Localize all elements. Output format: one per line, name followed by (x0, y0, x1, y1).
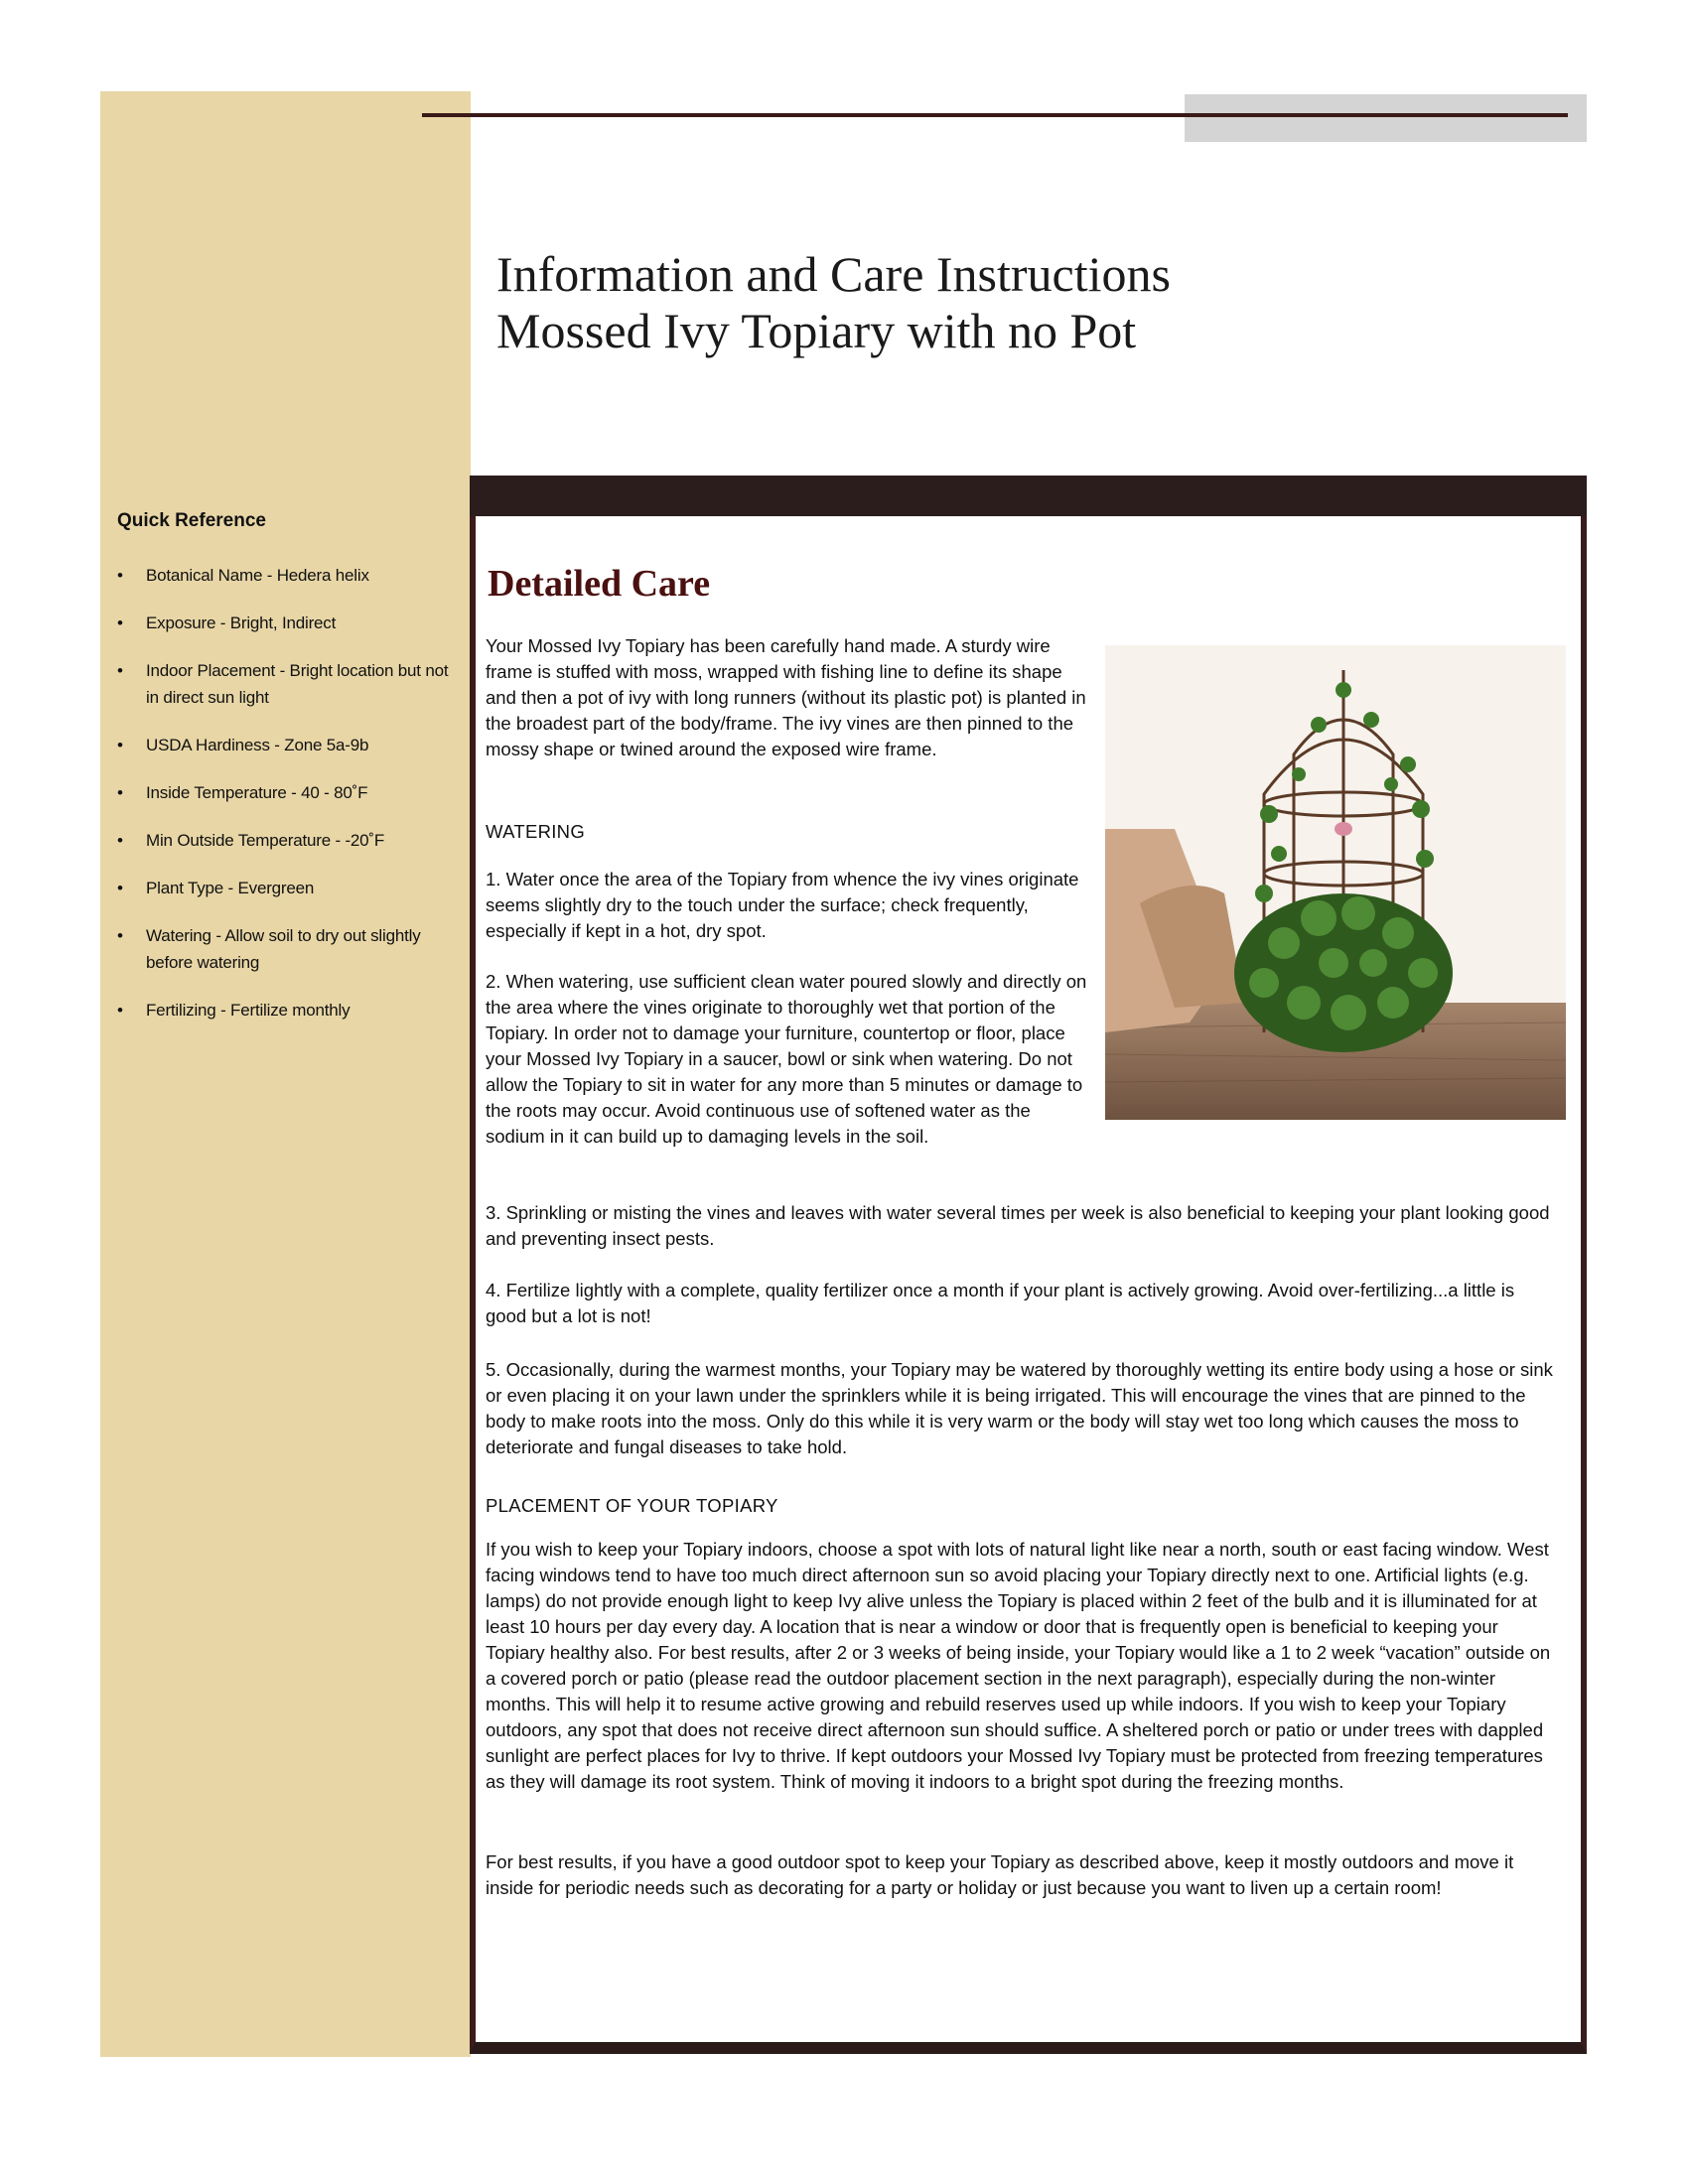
qr-item-indoor-placement: • Indoor Placement - Bright location but not in direct sun light (117, 657, 455, 711)
bullet: • (117, 926, 123, 945)
qr-item-plant-type: • Plant Type - Evergreen (117, 875, 455, 901)
quick-reference-list (117, 562, 455, 1044)
bullet: • (117, 831, 123, 850)
bullet: • (117, 879, 123, 897)
page-title (496, 246, 1539, 359)
topiary-photo (1105, 645, 1566, 1120)
qr-item-min-outside-temperature: • Min Outside Temperature - -20˚F (117, 827, 455, 854)
bullet: • (117, 661, 123, 680)
topiary-illustration (1105, 645, 1566, 1120)
detailed-care-heading: Detailed Care (488, 563, 711, 605)
bird-figurine (1335, 822, 1352, 836)
placement-paragraph-1: If you wish to keep your Topiary indoors, choose a spot with lots of natural light like near a north, south or east facing window. West facing windows tend to have too much direct afternoon sun so avoid placing your Topiary directly next to one. Artificial lights (e.g. lamps) do not provide enough light to keep Ivy alive unless the Topiary is placed within 2 feet of the bulb and it is illuminated for at least 10 hours per day every day. A location that is near a window or door that is frequently open is beneficial to keeping your Topiary healthy also. For best results, after 2 or 3 weeks of being inside, your Topiary would like a 1 to 2 week “vacation” outside on a covered porch or patio (please read the outdoor placement section in the next paragraph), especially during the non-winter months. This will help it to resume active growing and rebuild reserves used up while indoors. If you wish to keep your Topiary outdoors, any spot that does not receive direct afternoon sun should suffice. A sheltered porch or patio or under trees with dappled sunlight are perfect places for Ivy to thrive. If kept outdoors your Mossed Ivy Topiary must be protected from freezing temperatures as they will damage its root system. Think of moving it indoors to a bright spot during the freezing months. (486, 1539, 1551, 1792)
bullet: • (117, 736, 123, 754)
qr-item-botanical-name: • Botanical Name - Hedera helix (117, 562, 455, 589)
qr-item-watering: • Watering - Allow soil to dry out slightly before watering (117, 922, 455, 976)
intro-paragraph: Your Mossed Ivy Topiary has been carefully hand made. A sturdy wire frame is stuffed with moss, wrapped with fishing line to define its shape and then a pot of ivy with long runners (without its plastic pot) is planted in the broadest part of the body/frame. The ivy vines are then pinned to the mossy shape or twined around the exposed wire frame. (486, 635, 1086, 759)
title-line-2: Mossed Ivy Topiary with no Pot (496, 303, 1137, 358)
watering-step-3: 3. Sprinkling or misting the vines and leaves with water several times per week is also beneficial to keeping your plant looking good and preventing insect pests. (486, 1202, 1550, 1249)
watering-heading: WATERING (486, 821, 586, 842)
qr-item-inside-temperature: • Inside Temperature - 40 - 80˚F (117, 779, 455, 806)
quick-reference-heading: Quick Reference (117, 510, 266, 531)
qr-item-fertilizing: • Fertilizing - Fertilize monthly (117, 997, 455, 1024)
quick-reference-sidebar (100, 91, 471, 2057)
bullet: • (117, 783, 123, 802)
placement-paragraph-2: For best results, if you have a good outdoor spot to keep your Topiary as described above, keep it mostly outdoors and move it inside for periodic needs such as decorating for a party or holiday or just because you want to liven up a certain room! (486, 1851, 1514, 1898)
qr-item-exposure: • Exposure - Bright, Indirect (117, 610, 455, 636)
watering-step-2: 2. When watering, use sufficient clean water poured slowly and directly on the area where the vines originate to thoroughly wet that portion of the Topiary. In order not to damage your furniture, countertop or floor, place your Mossed Ivy Topiary in a saucer, bowl or sink when watering. Do not allow the Topiary to sit in water for any more than 5 minutes or damage to the roots may occur. Avoid continuous use of softened water as the sodium in it can build up to damaging levels in the soil. (486, 971, 1087, 1147)
header-grey-block (1185, 94, 1587, 142)
qr-item-hardiness: • USDA Hardiness - Zone 5a-9b (117, 732, 455, 758)
bullet: • (117, 566, 123, 585)
watering-step-5: 5. Occasionally, during the warmest months, your Topiary may be watered by thoroughly wetting its entire body using a hose or sink or even placing it on your lawn under the sprinklers while it is being irrigated. This will encourage the vines that are pinned to the body to make roots into the moss. Only do this while it is very warm or the body will stay wet too long which causes the moss to deteriorate and fungal diseases to take hold. (486, 1359, 1553, 1457)
header-rule (422, 113, 1568, 117)
bullet: • (117, 1001, 123, 1020)
title-line-1: Information and Care Instructions (496, 246, 1171, 302)
watering-step-1: 1. Water once the area of the Topiary from whence the ivy vines originate seems slightly dry to the touch under the surface; check frequently, especially if kept in a hot, dry spot. (486, 869, 1079, 941)
placement-heading: PLACEMENT OF YOUR TOPIARY (486, 1495, 778, 1516)
bullet: • (117, 614, 123, 632)
watering-step-4: 4. Fertilize lightly with a complete, quality fertilizer once a month if your plant is actively growing. Avoid over-fertilizing...a little is good but a lot is not! (486, 1280, 1515, 1326)
